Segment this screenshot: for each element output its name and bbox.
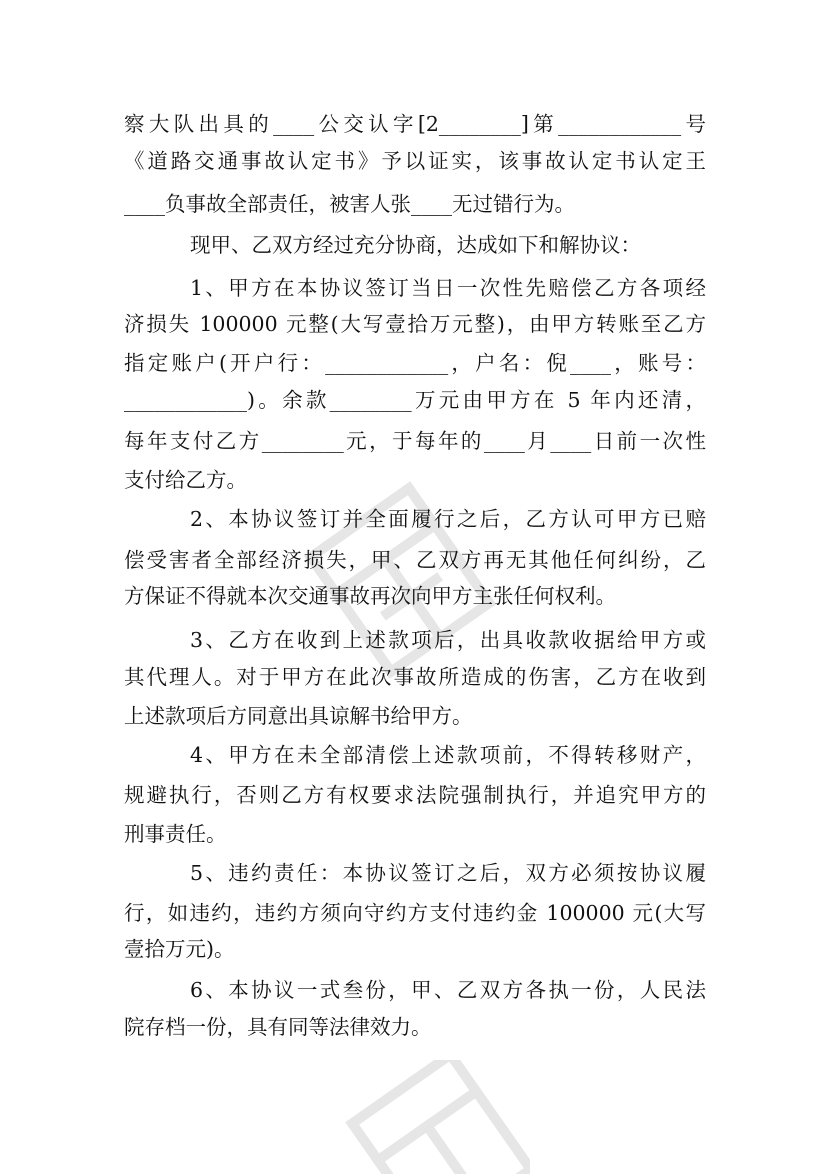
- text-line-16: 上述款项后方同意出具谅解书给甲方。: [124, 704, 473, 728]
- text-line-10: 支付给乙方。: [124, 468, 247, 492]
- text-line-20: 5、违约责任：本协议签订之后，双方必须按协议履: [190, 861, 706, 885]
- text-line-24: 院存档一份，具有同等法律效力。: [124, 1015, 432, 1039]
- text-line-13: 方保证不得就本次交通事故再次向甲方主张任何权利。: [124, 584, 616, 608]
- text-line-5: 1、甲方在本协议签订当日一次性先赔偿乙方各项经: [190, 276, 706, 300]
- text-line-21: 行，如违约，违约方须向守约方支付违约金 100000 元(大写: [124, 901, 706, 925]
- text-line-3: ____负事故全部责任，被害人张____无过错行为。: [124, 192, 575, 216]
- watermark-logo-bottom: [330, 1060, 530, 1174]
- text-line-22: 壹拾万元)。: [124, 937, 235, 961]
- text-line-18: 规避执行，否则乙方有权要求法院强制执行，并追究甲方的: [124, 783, 706, 807]
- text-line-8: ____________)。余款________万元由甲方在 5 年内还清，: [124, 388, 706, 412]
- text-line-15: 其代理人。对于甲方在此次事故所造成的伤害，乙方在收到: [124, 665, 706, 689]
- watermark-bottom: [330, 1060, 530, 1174]
- text-line-17: 4、甲方在未全部清偿上述款项前，不得转移财产，: [190, 743, 706, 767]
- text-line-6: 济损失 100000 元整(大写壹拾万元整)，由甲方转账至乙方: [124, 312, 706, 336]
- text-line-2: 《道路交通事故认定书》予以证实，该事故认定书认定王: [124, 149, 706, 173]
- text-line-12: 偿受害者全部经济损失，甲、乙双方再无其他任何纠纷，乙: [124, 548, 706, 572]
- text-line-19: 刑事责任。: [124, 822, 227, 846]
- text-line-9: 每年支付乙方________元，于每年的____月____日前一次性: [124, 429, 706, 453]
- text-line-23: 6、本协议一式叁份，甲、乙双方各执一份，人民法: [190, 978, 706, 1002]
- text-line-1: 察大队出具的____公交认字[2________]第____________号: [124, 112, 706, 136]
- text-line-11: 2、本协议签订并全面履行之后，乙方认可甲方已赔: [190, 507, 706, 531]
- text-line-4: 现甲、乙双方经过充分协商，达成如下和解协议：: [190, 233, 641, 257]
- text-line-14: 3、乙方在收到上述款项后，出具收款收据给甲方或: [190, 628, 706, 652]
- text-line-7: 指定账户(开户行：____________，户名：倪____，账号：: [124, 351, 706, 375]
